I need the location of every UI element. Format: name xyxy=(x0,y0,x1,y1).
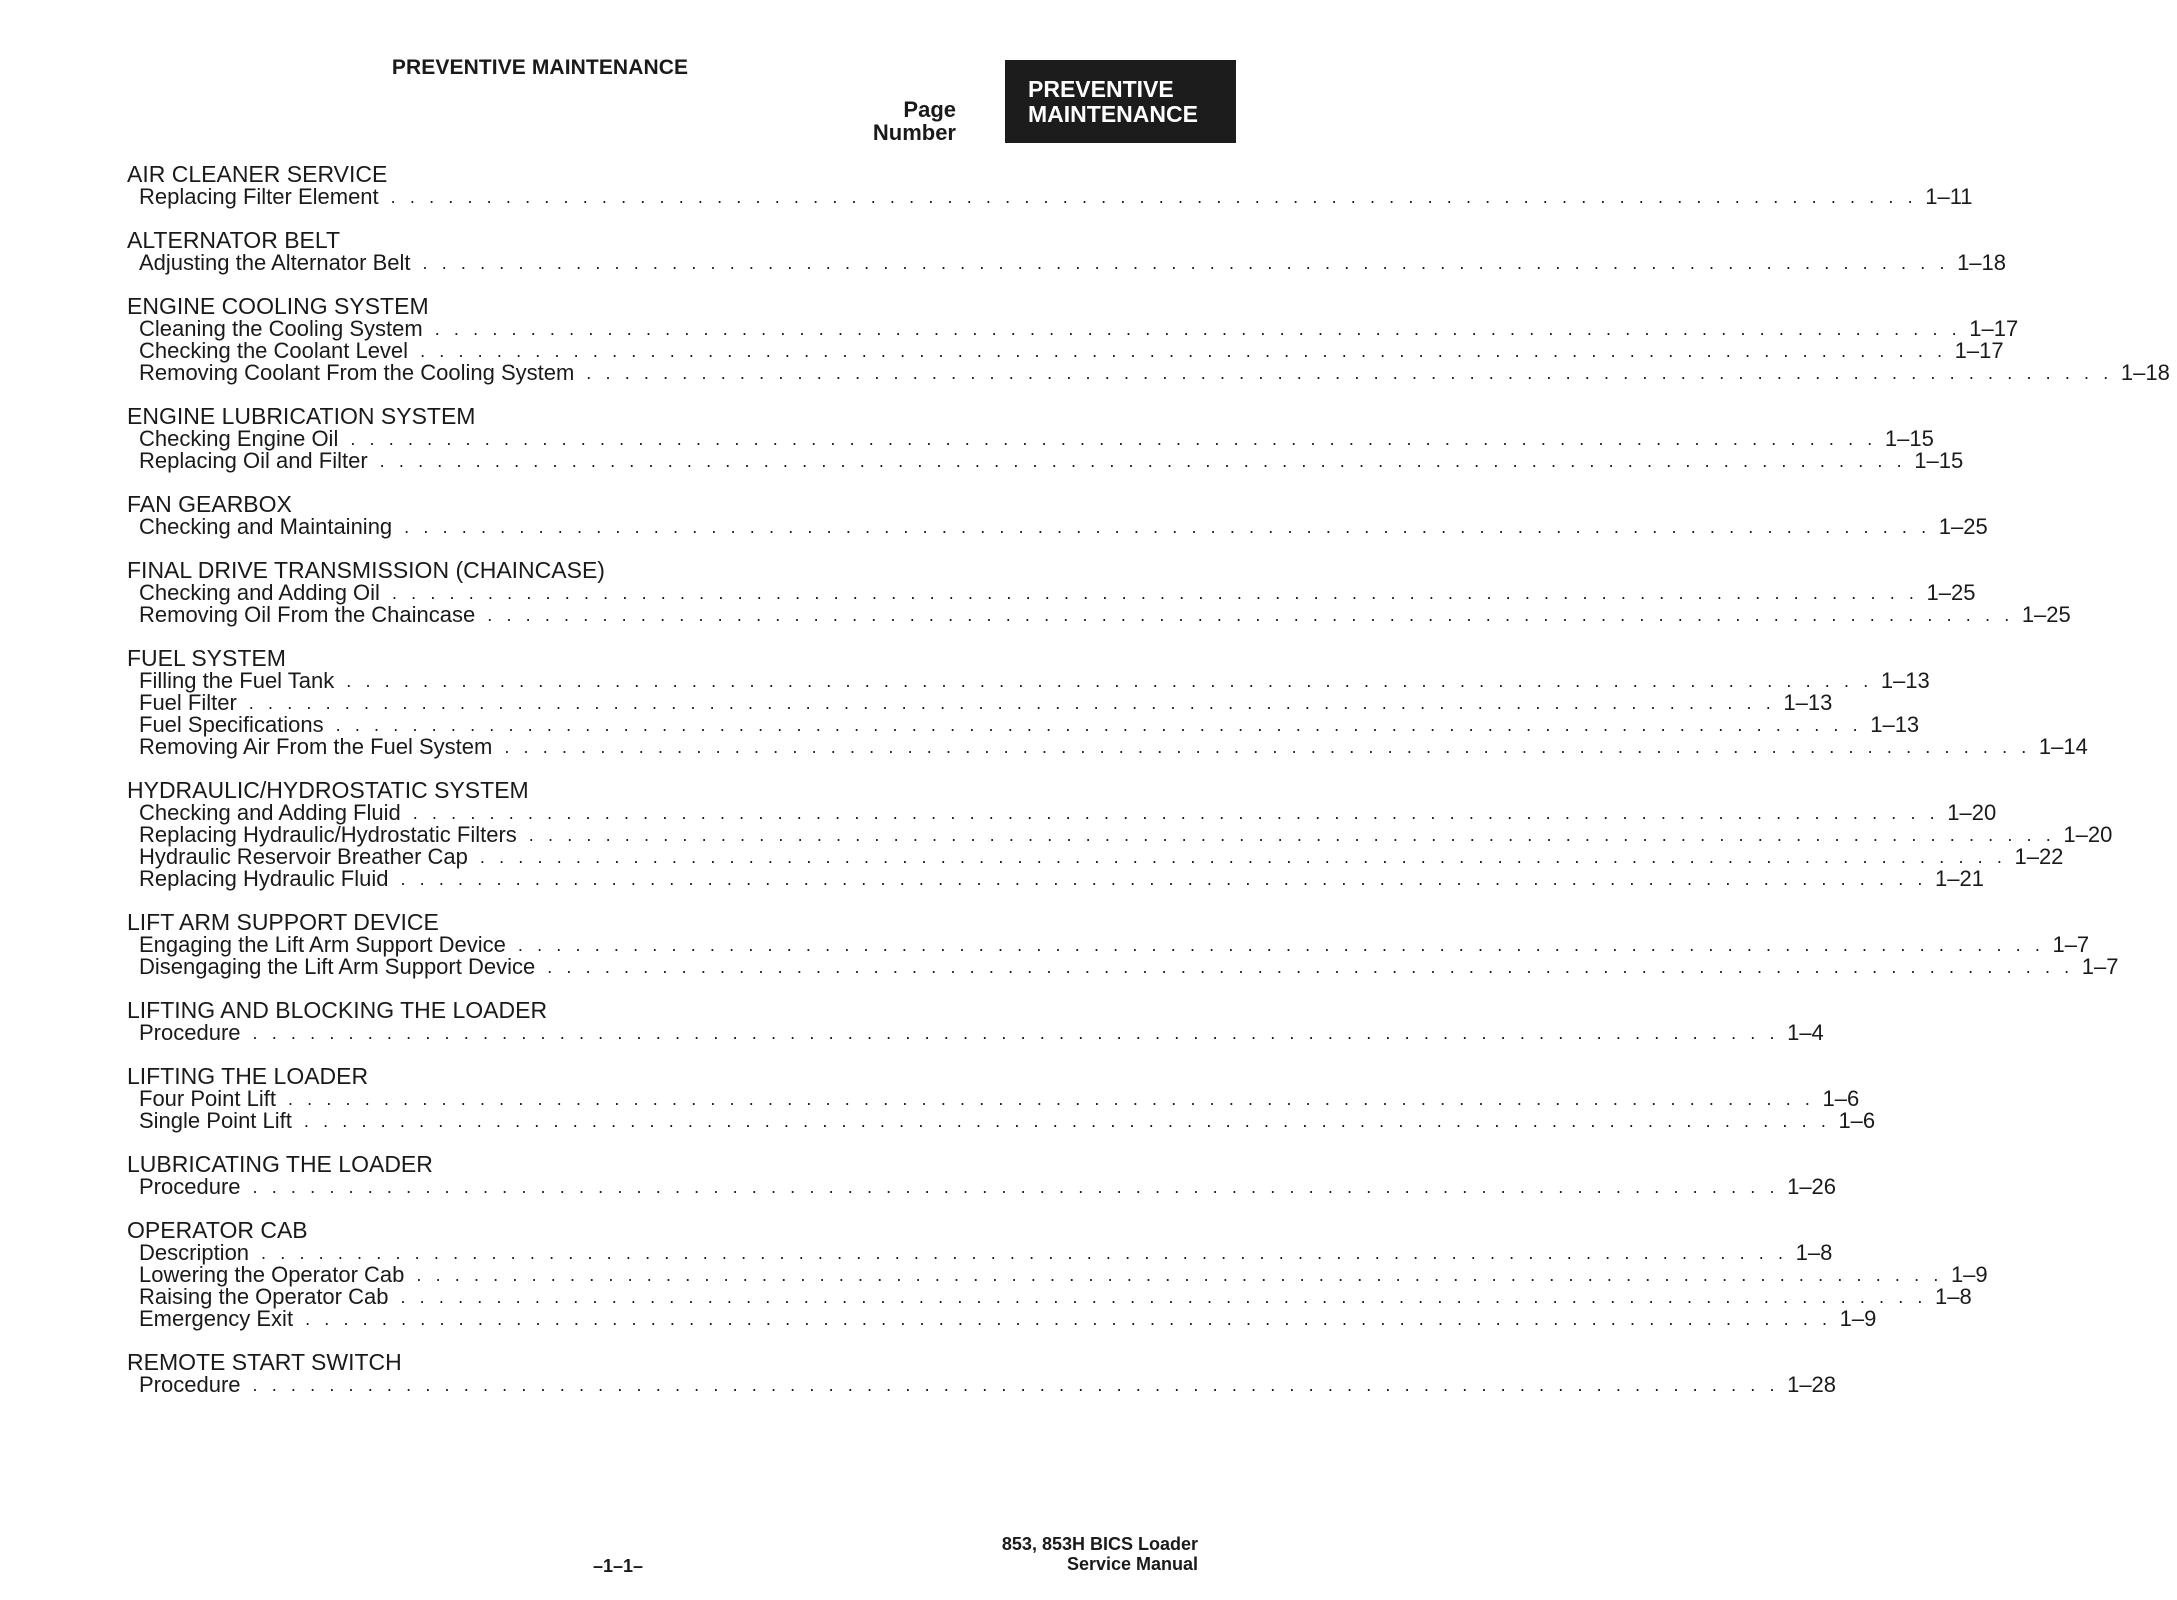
toc-entry-page: 1–13 xyxy=(1783,690,1833,715)
toc-entry-page: 1–20 xyxy=(1947,800,1997,825)
toc-section xyxy=(127,1349,1837,1397)
toc-section xyxy=(127,777,2113,891)
toc-entry-label: Fuel Filter xyxy=(139,690,237,715)
toc-entry-label: Filling the Fuel Tank xyxy=(139,668,335,693)
toc-entry xyxy=(127,184,1973,209)
toc-entry-label: Checking and Adding Oil xyxy=(139,580,380,605)
toc-entry xyxy=(127,426,1934,451)
dot-leader: . . . . . . . . . . . . . . . . . . . . . . . . . . . . . . . . . . . . . . . . . . . . . . . . . . . . . . . . . . . . . . . . . . . . . . . . . . . . . . . . xyxy=(346,671,1873,691)
dot-leader: . . . . . . . . . . . . . . . . . . . . . . . . . . . . . . . . . . . . . . . . . . . . . . . . . . . . . . . . . . . . . . . . . . . . . . . . . . . . . . . . xyxy=(479,847,2007,867)
dot-leader: . . . . . . . . . . . . . . . . . . . . . . . . . . . . . . . . . . . . . . . . . . . . . . . . . . . . . . . . . . . . . . . . . . . . . . . . . . . . . . . . xyxy=(434,319,1962,339)
toc-entry-page: 1–18 xyxy=(2120,360,2170,385)
toc-entry xyxy=(127,932,2090,957)
toc-entry-page: 1–15 xyxy=(1884,426,1934,451)
toc-entry-label: Fuel Specifications xyxy=(139,712,324,737)
toc-entry-page: 1–26 xyxy=(1787,1174,1837,1199)
toc-section-title: FAN GEARBOX xyxy=(127,491,292,517)
page-number-column-header xyxy=(873,98,956,144)
section-tab-line-1: PREVENTIVE xyxy=(1028,76,1174,102)
footer-manual-line-2: Service Manual xyxy=(1066,1554,1198,1574)
dot-leader: . . . . . . . . . . . . . . . . . . . . . . . . . . . . . . . . . . . . . . . . . . . . . . . . . . . . . . . . . . . . . . . . . . . . . . . . . . . . . . . . xyxy=(547,957,2074,977)
toc-section xyxy=(127,645,2088,759)
toc-entry xyxy=(127,866,1984,891)
toc-entry-page: 1–8 xyxy=(1795,1240,1833,1265)
dot-leader: . . . . . . . . . . . . . . . . . . . . . . . . . . . . . . . . . . . . . . . . . . . . . . . . . . . . . . . . . . . . . . . . . . . . . . . . . . . . . . . . xyxy=(528,825,2056,845)
toc-section-title: ENGINE COOLING SYSTEM xyxy=(127,293,429,319)
toc-entry xyxy=(127,822,2113,847)
page-column-label-2: Number xyxy=(872,120,956,145)
toc-entry-page: 1–9 xyxy=(1950,1262,1988,1287)
dot-leader: . . . . . . . . . . . . . . . . . . . . . . . . . . . . . . . . . . . . . . . . . . . . . . . . . . . . . . . . . . . . . . . . . . . . . . . . . . . . . . . . xyxy=(350,429,1877,449)
toc-entry-page: 1–18 xyxy=(1957,250,2007,275)
toc-entry xyxy=(127,690,1833,715)
toc-entry xyxy=(127,250,2007,275)
toc-entry-label: Removing Air From the Fuel System xyxy=(139,734,493,759)
toc-entry-label: Replacing Filter Element xyxy=(139,184,379,209)
dot-leader: . . . . . . . . . . . . . . . . . . . . . . . . . . . . . . . . . . . . . . . . . . . . . . . . . . . . . . . . . . . . . . . . . . . . . . . . . . . . . . . . xyxy=(252,1177,1780,1197)
toc-entry xyxy=(127,954,2119,979)
toc-section-title: AIR CLEANER SERVICE xyxy=(127,161,388,187)
dot-leader: . . . . . . . . . . . . . . . . . . . . . . . . . . . . . . . . . . . . . . . . . . . . . . . . . . . . . . . . . . . . . . . . . . . . . . . . . . . . . . . . xyxy=(252,1023,1780,1043)
toc-entry xyxy=(127,1174,1837,1199)
toc-entry xyxy=(127,800,1997,825)
toc-entry-page: 1–25 xyxy=(2021,602,2071,627)
toc-entry-page: 1–6 xyxy=(1838,1108,1876,1133)
toc-section xyxy=(127,403,1964,473)
dot-leader: . . . . . . . . . . . . . . . . . . . . . . . . . . . . . . . . . . . . . . . . . . . . . . . . . . . . . . . . . . . . . . . . . . . . . . . . . . . . . . . . xyxy=(252,1375,1780,1395)
footer-page-number: –1–1– xyxy=(592,1556,644,1576)
toc-entry-label: Replacing Hydraulic/Hydrostatic Filters xyxy=(139,822,517,847)
toc-entry-label: Lowering the Operator Cab xyxy=(139,1262,405,1287)
toc-section-title: OPERATOR CAB xyxy=(127,1217,308,1243)
toc-entry xyxy=(127,338,2004,363)
toc-entry xyxy=(127,1108,1876,1133)
footer-manual-line-1: 853, 853H BICS Loader xyxy=(1001,1534,1198,1554)
toc-entry-label: Removing Coolant From the Cooling System xyxy=(139,360,575,385)
toc-section xyxy=(127,909,2119,979)
dot-leader: . . . . . . . . . . . . . . . . . . . . . . . . . . . . . . . . . . . . . . . . . . . . . . . . . . . . . . . . . . . . . . . . . . . . . . . . . . . . . . . . xyxy=(586,363,2113,383)
toc-section xyxy=(127,227,2007,275)
toc-section-title: FUEL SYSTEM xyxy=(127,645,286,671)
toc-section-title: ENGINE LUBRICATION SYSTEM xyxy=(127,403,476,429)
toc-section-title: REMOTE START SWITCH xyxy=(127,1349,402,1375)
toc-section xyxy=(127,1063,1876,1133)
toc-entry-label: Engaging the Lift Arm Support Device xyxy=(139,932,506,957)
toc-entry-page: 1–25 xyxy=(1938,514,1988,539)
toc-entry-label: Checking and Adding Fluid xyxy=(139,800,401,825)
toc-entry-label: Four Point Lift xyxy=(139,1086,276,1111)
toc-entry-page: 1–14 xyxy=(2038,734,2088,759)
toc-entry-page: 1–6 xyxy=(1822,1086,1860,1111)
dot-leader: . . . . . . . . . . . . . . . . . . . . . . . . . . . . . . . . . . . . . . . . . . . . . . . . . . . . . . . . . . . . . . . . . . . . . . . . . . . . . . . . xyxy=(487,605,2014,625)
toc-entry xyxy=(127,1262,1988,1287)
section-tab xyxy=(1005,60,1236,143)
toc-section xyxy=(127,161,1973,209)
dot-leader: . . . . . . . . . . . . . . . . . . . . . . . . . . . . . . . . . . . . . . . . . . . . . . . . . . . . . . . . . . . . . . . . . . . . . . . . . . . . . . . . xyxy=(420,341,1947,361)
toc-entry xyxy=(127,734,2088,759)
toc-entry-label: Hydraulic Reservoir Breather Cap xyxy=(139,844,468,869)
toc-section xyxy=(127,293,2170,385)
toc-entry-label: Checking and Maintaining xyxy=(139,514,393,539)
toc-entry-label: Description xyxy=(139,1240,250,1265)
toc-entry-page: 1–20 xyxy=(2063,822,2113,847)
toc-entry-label: Removing Oil From the Chaincase xyxy=(139,602,476,627)
toc-section-title: LUBRICATING THE LOADER xyxy=(127,1151,433,1177)
toc-section xyxy=(127,1151,1837,1199)
toc-entry xyxy=(127,712,1920,737)
dot-leader: . . . . . . . . . . . . . . . . . . . . . . . . . . . . . . . . . . . . . . . . . . . . . . . . . . . . . . . . . . . . . . . . . . . . . . . . . . . . . . . . xyxy=(400,869,1928,889)
toc-entry-page: 1–11 xyxy=(1925,184,1973,209)
dot-leader: . . . . . . . . . . . . . . . . . . . . . . . . . . . . . . . . . . . . . . . . . . . . . . . . . . . . . . . . . . . . . . . . . . . . . . . . . . . . . . . . xyxy=(248,693,1776,713)
toc-entry xyxy=(127,580,1976,605)
dot-leader: . . . . . . . . . . . . . . . . . . . . . . . . . . . . . . . . . . . . . . . . . . . . . . . . . . . . . . . . . . . . . . . . . . . . . . . . . . . . . . . . xyxy=(287,1089,1815,1109)
toc-section-title: LIFTING AND BLOCKING THE LOADER xyxy=(127,997,548,1023)
toc-entry-label: Checking the Coolant Level xyxy=(139,338,409,363)
toc-entry xyxy=(127,602,2071,627)
toc-section xyxy=(127,997,1824,1045)
toc-entry-label: Procedure xyxy=(139,1174,241,1199)
toc-entry-page: 1–25 xyxy=(1926,580,1976,605)
toc-entry-label: Adjusting the Alternator Belt xyxy=(139,250,411,275)
dot-leader: . . . . . . . . . . . . . . . . . . . . . . . . . . . . . . . . . . . . . . . . . . . . . . . . . . . . . . . . . . . . . . . . . . . . . . . . . . . . . . . . xyxy=(390,187,1918,207)
toc-entry-label: Replacing Hydraulic Fluid xyxy=(139,866,389,891)
toc-section xyxy=(127,557,2071,627)
toc-entry-page: 1–22 xyxy=(2014,844,2064,869)
toc-entry-page: 1–7 xyxy=(2081,954,2119,979)
toc-entry-page: 1–17 xyxy=(1969,316,2019,341)
toc-entry-page: 1–8 xyxy=(1935,1284,1972,1309)
toc-section-title: LIFTING THE LOADER xyxy=(127,1063,369,1089)
dot-leader: . . . . . . . . . . . . . . . . . . . . . . . . . . . . . . . . . . . . . . . . . . . . . . . . . . . . . . . . . . . . . . . . . . . . . . . . . . . . . . . . xyxy=(400,1287,1928,1307)
toc-entry xyxy=(127,1240,1833,1265)
dot-leader: . . . . . . . . . . . . . . . . . . . . . . . . . . . . . . . . . . . . . . . . . . . . . . . . . . . . . . . . . . . . . . . . . . . . . . . . . . . . . . . . xyxy=(422,253,1950,273)
toc-entry-label: Procedure xyxy=(139,1372,241,1397)
dot-leader: . . . . . . . . . . . . . . . . . . . . . . . . . . . . . . . . . . . . . . . . . . . . . . . . . . . . . . . . . . . . . . . . . . . . . . . . . . . . . . . . xyxy=(261,1243,1788,1263)
toc-section-title: ALTERNATOR BELT xyxy=(127,227,341,253)
toc-section-title: FINAL DRIVE TRANSMISSION (CHAINCASE) xyxy=(127,557,605,583)
toc-entry xyxy=(127,360,2170,385)
toc-entry-page: 1–9 xyxy=(1839,1306,1877,1331)
toc-entry-page: 1–15 xyxy=(1914,448,1964,473)
toc-section-title: LIFT ARM SUPPORT DEVICE xyxy=(127,909,439,935)
dot-leader: . . . . . . . . . . . . . . . . . . . . . . . . . . . . . . . . . . . . . . . . . . . . . . . . . . . . . . . . . . . . . . . . . . . . . . . . . . . . . . . . xyxy=(305,1309,1832,1329)
toc-section xyxy=(127,1217,1988,1331)
dot-leader: . . . . . . . . . . . . . . . . . . . . . . . . . . . . . . . . . . . . . . . . . . . . . . . . . . . . . . . . . . . . . . . . . . . . . . . . . . . . . . . . xyxy=(335,715,1863,735)
toc-entry-label: Cleaning the Cooling System xyxy=(139,316,423,341)
dot-leader: . . . . . . . . . . . . . . . . . . . . . . . . . . . . . . . . . . . . . . . . . . . . . . . . . . . . . . . . . . . . . . . . . . . . . . . . . . . . . . . . xyxy=(391,583,1919,603)
toc-section-title: HYDRAULIC/HYDROSTATIC SYSTEM xyxy=(127,777,529,803)
toc-entry-label: Checking Engine Oil xyxy=(139,426,339,451)
dot-leader: . . . . . . . . . . . . . . . . . . . . . . . . . . . . . . . . . . . . . . . . . . . . . . . . . . . . . . . . . . . . . . . . . . . . . . . . . . . . . . . . xyxy=(404,517,1931,537)
toc-entry xyxy=(127,1284,1972,1309)
toc-entry xyxy=(127,448,1964,473)
toc-entry-label: Raising the Operator Cab xyxy=(139,1284,389,1309)
footer-manual-title xyxy=(1002,1534,1198,1574)
toc-section xyxy=(127,491,1988,539)
toc-entry xyxy=(127,668,1930,693)
toc-entry xyxy=(127,316,2019,341)
dot-leader: . . . . . . . . . . . . . . . . . . . . . . . . . . . . . . . . . . . . . . . . . . . . . . . . . . . . . . . . . . . . . . . . . . . . . . . . . . . . . . . . xyxy=(379,451,1907,471)
toc-entry-page: 1–28 xyxy=(1787,1372,1837,1397)
toc-entry xyxy=(127,844,2064,869)
dot-leader: . . . . . . . . . . . . . . . . . . . . . . . . . . . . . . . . . . . . . . . . . . . . . . . . . . . . . . . . . . . . . . . . . . . . . . . . . . . . . . . . xyxy=(517,935,2045,955)
toc-entry xyxy=(127,514,1988,539)
section-tab-line-2: MAINTENANCE xyxy=(1028,101,1198,127)
dot-leader: . . . . . . . . . . . . . . . . . . . . . . . . . . . . . . . . . . . . . . . . . . . . . . . . . . . . . . . . . . . . . . . . . . . . . . . . . . . . . . . . xyxy=(416,1265,1943,1285)
dot-leader: . . . . . . . . . . . . . . . . . . . . . . . . . . . . . . . . . . . . . . . . . . . . . . . . . . . . . . . . . . . . . . . . . . . . . . . . . . . . . . . . xyxy=(303,1111,1831,1131)
toc-entry xyxy=(127,1020,1824,1045)
dot-leader: . . . . . . . . . . . . . . . . . . . . . . . . . . . . . . . . . . . . . . . . . . . . . . . . . . . . . . . . . . . . . . . . . . . . . . . . . . . . . . . . xyxy=(504,737,2031,757)
dot-leader: . . . . . . . . . . . . . . . . . . . . . . . . . . . . . . . . . . . . . . . . . . . . . . . . . . . . . . . . . . . . . . . . . . . . . . . . . . . . . . . . xyxy=(412,803,1940,823)
toc-entry-page: 1–21 xyxy=(1935,866,1984,891)
page-title: PREVENTIVE MAINTENANCE xyxy=(391,56,689,79)
toc-entry-page: 1–4 xyxy=(1787,1020,1824,1045)
toc-entry-label: Disengaging the Lift Arm Support Device xyxy=(139,954,536,979)
toc-entry-label: Replacing Oil and Filter xyxy=(139,448,368,473)
toc-entry-label: Procedure xyxy=(139,1020,241,1045)
toc-entry-page: 1–7 xyxy=(2052,932,2090,957)
table-of-contents xyxy=(127,161,2170,1416)
toc-entry-page: 1–13 xyxy=(1880,668,1930,693)
toc-entry-page: 1–17 xyxy=(1954,338,2004,363)
toc-entry xyxy=(127,1086,1860,1111)
toc-entry xyxy=(127,1372,1837,1397)
toc-entry xyxy=(127,1306,1877,1331)
toc-entry-label: Single Point Lift xyxy=(139,1108,292,1133)
toc-entry-label: Emergency Exit xyxy=(139,1306,294,1331)
toc-entry-page: 1–13 xyxy=(1870,712,1920,737)
page-column-label-1: Page xyxy=(903,97,956,122)
